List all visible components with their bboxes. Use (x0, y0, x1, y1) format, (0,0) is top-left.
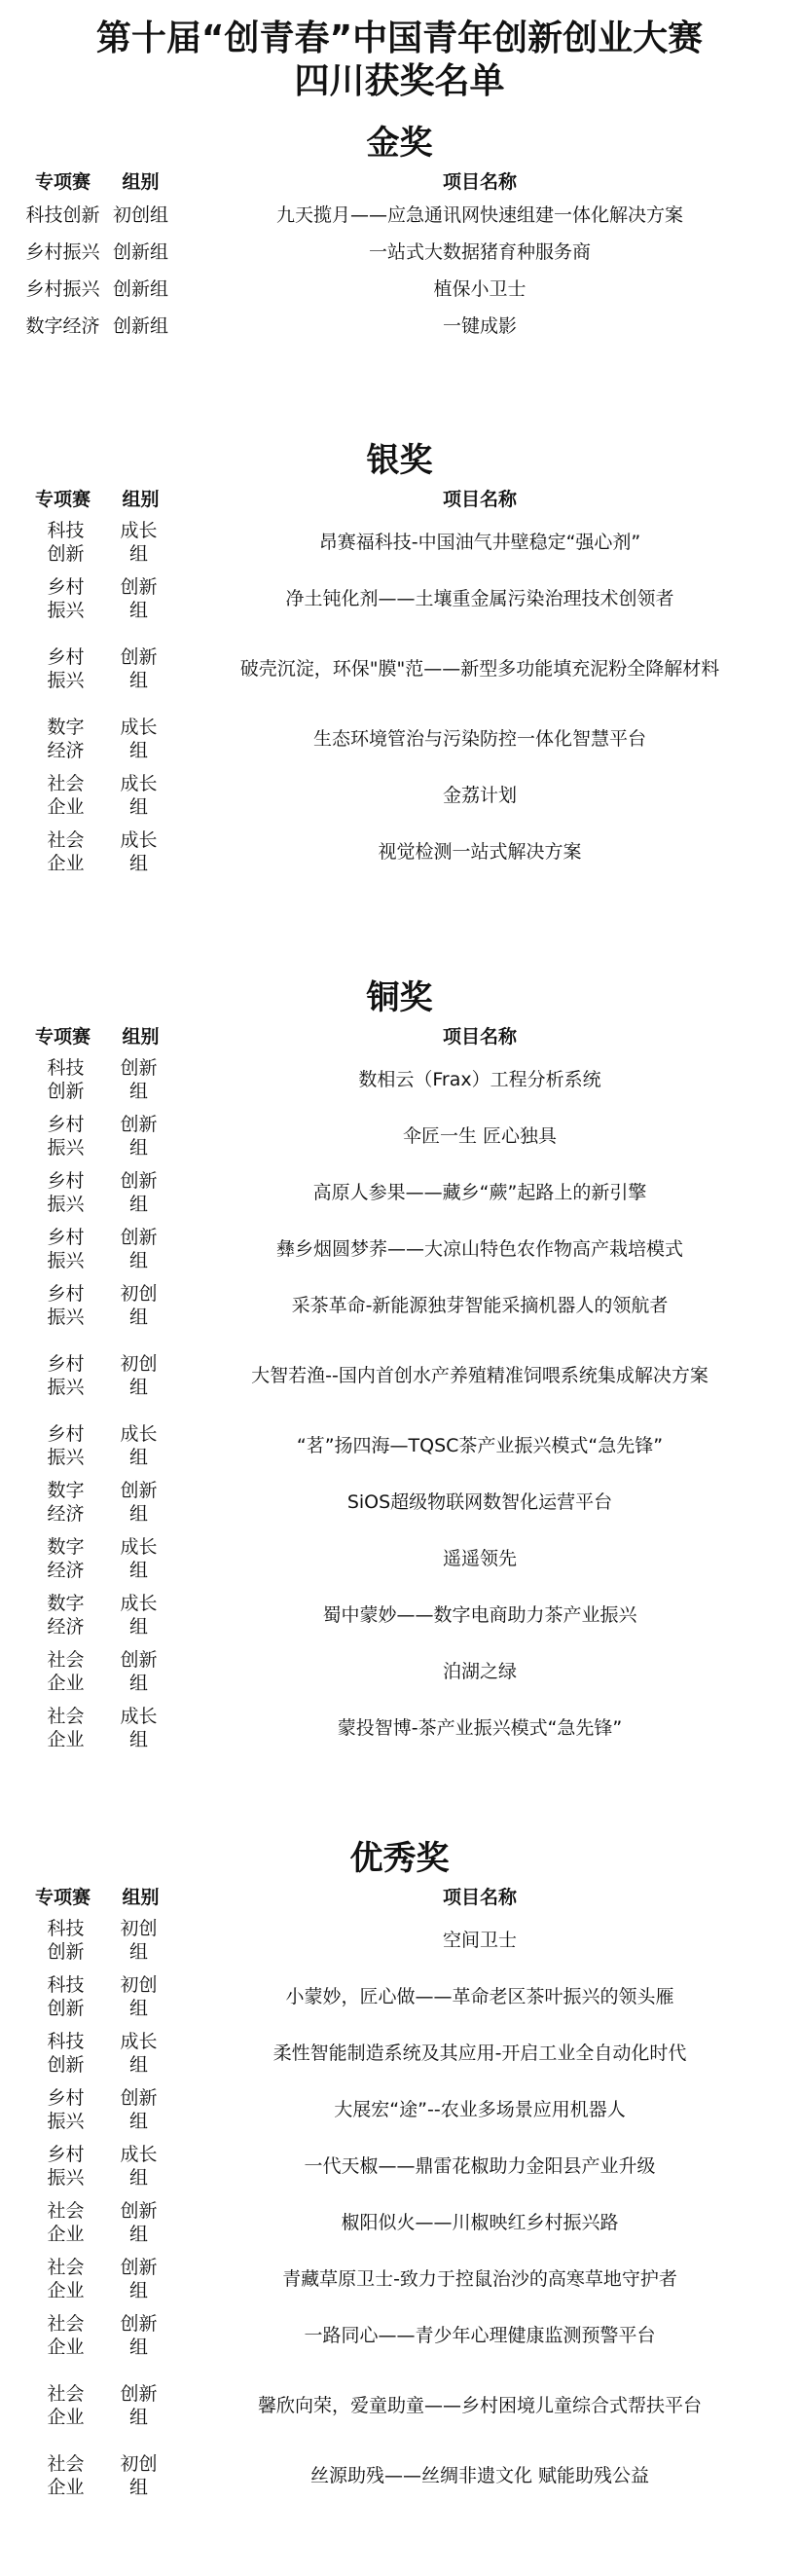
cell-project: 小蒙妙，匠心做——革命老区茶叶振兴的领头雁 (285, 1986, 674, 2007)
column-header-group: 组别 (122, 489, 160, 510)
award-table (21, 167, 782, 345)
cell-group: 创新组 (120, 1480, 158, 1525)
cell-group: 成长组 (120, 2144, 158, 2189)
column-header-group: 组别 (122, 1887, 160, 1908)
cell-group: 初创组 (112, 204, 168, 226)
cell-project: 一路同心——青少年心理健康监测预警平台 (304, 2325, 656, 2346)
column-header-group: 组别 (122, 171, 160, 193)
cell-project: 采茶革命-新能源独芽智能采摘机器人的领航者 (291, 1295, 669, 1316)
cell-category: 乡村振兴 (25, 278, 100, 300)
table-row (21, 1643, 782, 1700)
cell-project: 数相云（Frax）工程分析系统 (358, 1069, 601, 1090)
cell-category: 数字经济 (25, 315, 100, 337)
cell-category: 社会企业 (47, 2257, 85, 2301)
cell-category: 数字经济 (47, 1480, 85, 1525)
table-row (21, 824, 782, 880)
cell-group: 成长组 (120, 829, 158, 874)
cell-category: 社会企业 (47, 773, 85, 818)
cell-project: 椒阳似火——川椒映红乡村振兴路 (341, 2212, 619, 2233)
page-title-line1: 第十届“创青春”中国青年创新创业大赛 (95, 18, 704, 58)
cell-group: 成长组 (120, 1536, 158, 1581)
table-row (21, 2025, 782, 2081)
table-row (21, 2138, 782, 2194)
table-row (21, 1474, 782, 1530)
cell-group: 成长组 (120, 773, 158, 818)
cell-project: 泊湖之绿 (442, 1661, 517, 1682)
cell-group: 创新组 (120, 576, 158, 621)
cell-category: 乡村振兴 (47, 1423, 85, 1468)
cell-group: 初创组 (120, 2453, 158, 2498)
section-heading: 优秀奖 (349, 1839, 450, 1878)
cell-category: 乡村振兴 (47, 1283, 85, 1328)
table-row (21, 2251, 782, 2307)
column-header-category: 专项赛 (34, 1887, 91, 1908)
column-header-project: 项目名称 (442, 1026, 517, 1048)
cell-category: 社会企业 (47, 1649, 85, 1694)
section-heading: 金奖 (366, 124, 433, 163)
cell-project: 一键成影 (442, 315, 517, 337)
cell-group: 成长组 (120, 1593, 158, 1638)
cell-project: 蜀中蒙妙——数字电商助力茶产业振兴 (322, 1604, 637, 1626)
column-header-project: 项目名称 (442, 1887, 517, 1908)
cell-category: 乡村振兴 (47, 1227, 85, 1271)
cell-group: 创新组 (120, 1057, 158, 1102)
cell-group: 创新组 (112, 241, 168, 263)
cell-group: 创新组 (120, 1227, 158, 1271)
table-row (21, 1221, 782, 1277)
cell-category: 科技创新 (47, 1918, 85, 1963)
cell-project: 净土钝化剂——土壤重金属污染治理技术创领者 (285, 588, 674, 609)
table-row (21, 234, 782, 271)
cell-category: 社会企业 (47, 1706, 85, 1750)
cell-category: 乡村振兴 (47, 646, 85, 691)
cell-project: 植保小卫士 (433, 278, 527, 300)
cell-category: 乡村振兴 (47, 1353, 85, 1398)
column-header-group: 组别 (122, 1026, 160, 1048)
table-row (21, 514, 782, 570)
cell-group: 创新组 (120, 1649, 158, 1694)
award-table (21, 1022, 782, 1756)
section-heading: 铜奖 (366, 978, 433, 1017)
table-row (21, 308, 782, 345)
cell-group: 创新组 (120, 646, 158, 691)
cell-group: 初创组 (120, 1353, 158, 1398)
cell-project: 柔性智能制造系统及其应用-开启工业全自动化时代 (272, 2042, 687, 2064)
page-title-line2: 四川获奖名单 (294, 61, 505, 101)
cell-category: 科技创新 (47, 1057, 85, 1102)
cell-group: 创新组 (120, 2383, 158, 2428)
award-section (0, 440, 799, 880)
table-row (21, 2364, 782, 2447)
cell-project: 破壳沉淀，环保"膜"范——新型多功能填充泥粉全降解材料 (239, 658, 720, 680)
column-header-category: 专项赛 (34, 489, 91, 510)
cell-category: 数字经济 (47, 717, 85, 761)
section-heading: 银奖 (366, 441, 433, 480)
column-header-category: 专项赛 (34, 1026, 91, 1048)
cell-project: 青藏草原卫士-致力于控鼠治沙的高寒草地守护者 (282, 2268, 677, 2290)
table-row (21, 1912, 782, 1969)
table-row (21, 1277, 782, 1334)
table-row (21, 1587, 782, 1643)
table-row (21, 570, 782, 627)
table-row (21, 1700, 782, 1756)
cell-project: 昂赛福科技-中国油气井壁稳定“强心剂” (318, 532, 641, 553)
table-row (21, 1417, 782, 1474)
cell-category: 乡村振兴 (47, 576, 85, 621)
cell-group: 创新组 (120, 1170, 158, 1215)
cell-project: SiOS超级物联网数智化运营平台 (346, 1491, 613, 1513)
cell-category: 乡村振兴 (47, 1170, 85, 1215)
cell-project: 馨欣向荣，爱童助童——乡村困境儿童综合式帮扶平台 (257, 2395, 702, 2416)
table-header-row (21, 167, 782, 197)
table-row (21, 711, 782, 767)
award-section (0, 977, 799, 1756)
cell-project: 遥遥领先 (442, 1548, 517, 1569)
table-header-row (21, 1883, 782, 1912)
cell-project: 一站式大数据猪育种服务商 (368, 241, 591, 263)
cell-category: 社会企业 (47, 2383, 85, 2428)
table-row (21, 2081, 782, 2138)
cell-category: 乡村振兴 (47, 2087, 85, 2132)
table-row (21, 1164, 782, 1221)
cell-project: 金荔计划 (442, 785, 517, 806)
cell-category: 乡村振兴 (47, 1114, 85, 1159)
cell-category: 数字经济 (47, 1593, 85, 1638)
cell-category: 乡村振兴 (47, 2144, 85, 2189)
cell-category: 科技创新 (47, 520, 85, 565)
cell-group: 成长组 (120, 717, 158, 761)
cell-project: 彝乡烟圆梦荞——大凉山特色农作物高产栽培模式 (275, 1238, 683, 1260)
table-row (21, 767, 782, 824)
award-section (0, 1838, 799, 2504)
cell-group: 初创组 (120, 1918, 158, 1963)
cell-group: 创新组 (120, 2313, 158, 2358)
cell-project: 视觉检测一站式解决方案 (378, 841, 582, 863)
cell-group: 成长组 (120, 2031, 158, 2076)
cell-group: 成长组 (120, 1706, 158, 1750)
column-header-category: 专项赛 (34, 171, 91, 193)
cell-project: 大展宏“途”--农业多场景应用机器人 (334, 2099, 626, 2120)
cell-project: 生态环境管治与污染防控一体化智慧平台 (312, 728, 646, 750)
table-row (21, 1530, 782, 1587)
cell-project: 空间卫士 (442, 1930, 517, 1951)
cell-group: 创新组 (120, 2200, 158, 2245)
cell-group: 创新组 (112, 315, 168, 337)
cell-category: 科技创新 (25, 204, 100, 226)
cell-category: 科技创新 (47, 1974, 85, 2019)
cell-project: 伞匠一生 匠心独具 (402, 1125, 558, 1147)
cell-category: 乡村振兴 (25, 241, 100, 263)
table-row (21, 1334, 782, 1417)
table-row (21, 2447, 782, 2504)
cell-category: 社会企业 (47, 2453, 85, 2498)
cell-project: 高原人参果——藏乡“蕨”起路上的新引擎 (312, 1182, 647, 1203)
column-header-project: 项目名称 (442, 171, 517, 193)
table-row (21, 627, 782, 711)
table-row (21, 1108, 782, 1164)
cell-group: 创新组 (120, 2087, 158, 2132)
cell-category: 数字经济 (47, 1536, 85, 1581)
table-row (21, 2194, 782, 2251)
cell-project: 大智若渔--国内首创水产养殖精准饲喂系统集成解决方案 (251, 1365, 708, 1386)
award-table (21, 1883, 782, 2504)
cell-project: 丝源助残——丝绸非遗文化 赋能助残公益 (309, 2465, 650, 2486)
cell-category: 社会企业 (47, 2200, 85, 2245)
cell-group: 成长组 (120, 1423, 158, 1468)
cell-group: 创新组 (112, 278, 168, 300)
cell-group: 初创组 (120, 1974, 158, 2019)
cell-group: 创新组 (120, 1114, 158, 1159)
cell-category: 社会企业 (47, 829, 85, 874)
cell-category: 科技创新 (47, 2031, 85, 2076)
table-row (21, 1051, 782, 1108)
award-table (21, 485, 782, 880)
award-section (0, 123, 799, 345)
cell-group: 创新组 (120, 2257, 158, 2301)
column-header-project: 项目名称 (442, 489, 517, 510)
table-header-row (21, 1022, 782, 1051)
table-row (21, 271, 782, 308)
cell-project: 蒙投智博-茶产业振兴模式“急先锋” (337, 1717, 623, 1739)
table-header-row (21, 485, 782, 514)
cell-group: 初创组 (120, 1283, 158, 1328)
table-row (21, 1969, 782, 2025)
table-row (21, 2307, 782, 2364)
cell-category: 社会企业 (47, 2313, 85, 2358)
cell-project: “茗”扬四海—TQSC茶产业振兴模式“急先锋” (296, 1435, 664, 1456)
cell-project: 一代天椒——鼎雷花椒助力金阳县产业升级 (304, 2155, 656, 2177)
cell-group: 成长组 (120, 520, 158, 565)
cell-project: 九天揽月——应急通讯网快速组建一体化解决方案 (275, 204, 683, 226)
table-row (21, 197, 782, 234)
